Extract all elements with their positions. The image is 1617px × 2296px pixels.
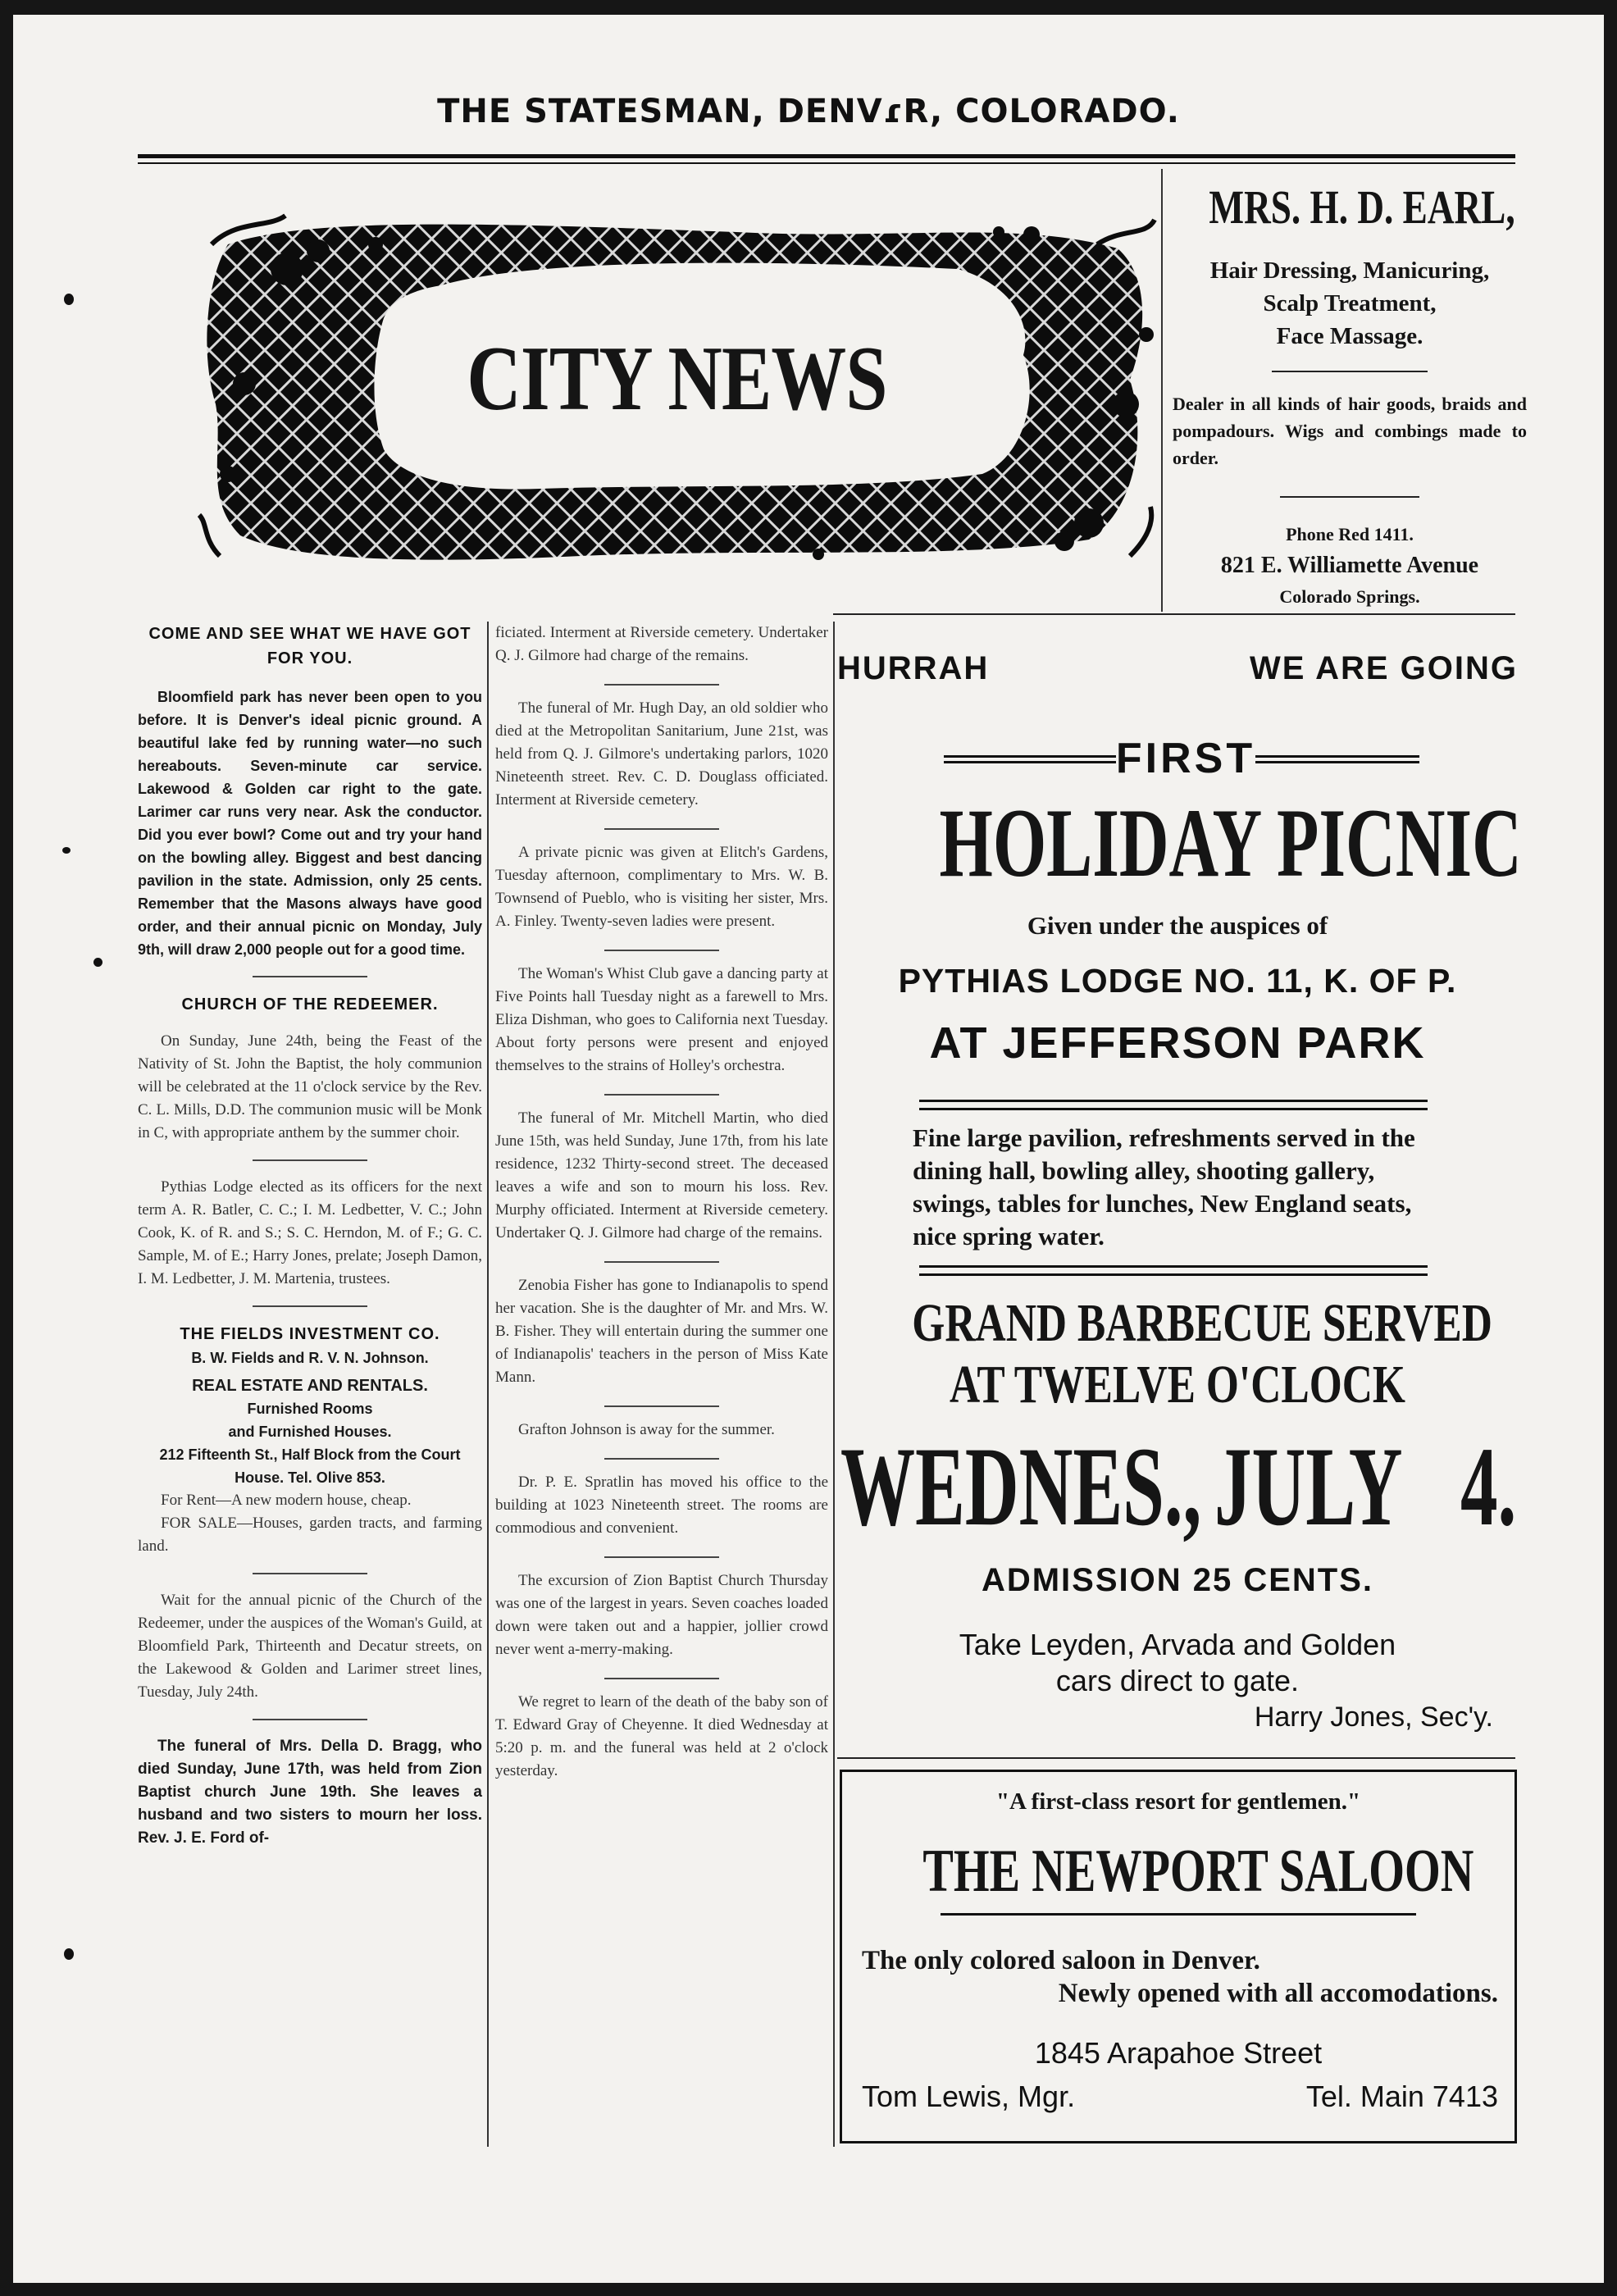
earl-city: Colorado Springs. [1279,586,1420,607]
column-rule [833,622,835,2147]
city-news-title: CITY NEWS [467,328,887,430]
top-rule [138,154,1515,158]
divider [253,1159,367,1161]
margin-speck [64,294,74,305]
jefferson-park: AT JEFFERSON PARK [929,1018,1426,1068]
earl-divider [1272,371,1428,372]
divider [253,1719,367,1720]
date-month: JULY [1214,1424,1403,1549]
earl-name: MRS. H. D. EARL, [1209,180,1515,234]
column-1 [138,622,482,1850]
masthead: THE STATESMAN, DENVɾR, COLORADO. [437,93,1180,130]
margin-speck [64,1948,74,1960]
spratlin-office: Dr. P. E. Spratlin has moved his office to the building at 1023 Nineteenth street. The rooms are commodious and convenient. [495,1474,828,1537]
earl-phone: Phone Red 1411. [1286,524,1414,544]
divider [253,1305,367,1307]
column-2 [495,622,828,1799]
fields-names: B. W. Fields and R. V. N. Johnson. [191,1350,429,1366]
holiday-picnic: HOLIDAY PICNIC [939,788,1522,897]
martin-funeral: The funeral of Mr. Mitchell Martin, who died June 15th, was held Sunday, June 17th, from his late residence, 1232 Thirty-second street. The deceased leaves a wife and son to mourn his loss. Rev. Murphy officiated. Interment at Riverside cemetery. Undertaker Q. J. Gilmore had charge of the remains. [495,1109,828,1241]
gray-death: We regret to learn of the death of the baby son of T. Edward Gray of Cheyenne. It died Wednesday at 5:20 p. m. and the funeral was held at 2 o'clock yesterday. [495,1693,828,1779]
fisher-vacation: Zenobia Fisher has gone to Indianapolis to spend her vacation. She is the daughter of Mr. and Mrs. W. B. Fisher. They will entertain during the summer one of Indianapolis' teachers in the person of Miss Kate Mann. [495,1277,828,1386]
rule [919,1265,1428,1268]
saloon-telephone: Tel. Main 7413 [1305,2080,1498,2113]
picnic-features: Fine large pavilion, refreshments served in the dining hall, bowling alley, shooting gallery, swings, tables for lunches, New England seats, nice spring water. [913,1123,1415,1250]
saloon-tagline: "A first-class resort for gentlemen." [995,1788,1361,1815]
date-day: WEDNES., [840,1424,1202,1549]
saloon-desc-1: The only colored saloon in Denver. [862,1946,1260,1975]
saloon-top-rule [837,1757,1515,1759]
cars-line-1: Take Leyden, Arvada and Golden [959,1628,1396,1661]
bloomfield-heading: COME AND SEE WHAT WE HAVE GOT FOR YOU. [148,625,471,667]
top-rule-thin [138,162,1515,164]
admission: ADMISSION 25 CENTS. [981,1562,1374,1598]
we-are-going: WE ARE GOING [1250,650,1518,686]
divider [604,1678,719,1679]
secretary: Harry Jones, Sec'y. [1254,1702,1493,1733]
divider [604,684,719,686]
margin-speck [93,958,102,967]
first-label: FIRST [1115,735,1256,782]
whist-club: The Woman's Whist Club gave a dancing party at Five Points hall Tuesday night as a farewell to Mrs. Eliza Dishman, who goes to California next Tuesday. About forty persons were present and enjoyed themselves to the strains of Holley's orchestra. [495,965,828,1074]
newspaper-page [13,15,1604,2283]
earl-divider-2 [1280,496,1419,498]
saloon-manager: Tom Lewis, Mgr. [862,2080,1076,2113]
divider [604,950,719,951]
fields-rooms: Furnished Rooms [247,1401,373,1417]
divider [604,1556,719,1558]
earl-dealer: Dealer in all kinds of hair goods, braids and pompadours. Wigs and combings made to order. [1173,394,1527,468]
rule [919,1273,1428,1276]
private-picnic: A private picnic was given at Elitch's Gardens, Tuesday afternoon, complimentary to Mrs. W. B. Townsend of Pueblo, who is visiting her sister, Mrs. A. Finley. Twenty-seven ladies were present. [495,844,828,930]
bloomfield-body: Bloomfield park has never been open to you before. It is Denver's ideal picnic ground. A beautiful lake fed by running water—no such hereabouts. Seven-minute car service. Lakewood & Golden car right to the gate. Larimer car runs very near. Ask the conductor. Did you ever bowl? Come out and try your hand on the bowling alley. Biggest and best dancing pavilion in the state. Admission, only 25 cents. Remember that the Masons always have good order, and their annual picnic on Monday, July 9th, will draw 2,000 people out for a good time. [138,689,482,958]
divider [604,1094,719,1096]
church-picnic-notice: Wait for the annual picnic of the Church of the Redeemer, under the auspices of the Woman's Guild, at Bloomfield Park, Thirteenth and Decatur streets, on the Lakewood & Golden and Larimer street lines, Tuesday, July 24th. [138,1592,482,1701]
fields-heading: THE FIELDS INVESTMENT CO. [180,1325,440,1343]
barbecue-line-2: AT TWELVE O'CLOCK [950,1355,1405,1414]
divider [604,1405,719,1407]
lodge-name: PYTHIAS LODGE NO. 11, K. OF P. [898,962,1457,1000]
divider [604,828,719,830]
barbecue-line-1: GRAND BARBECUE SERVED [912,1293,1492,1353]
fields-rentals: REAL ESTATE AND RENTALS. [192,1377,428,1395]
earl-service-3: Face Massage. [1276,323,1423,349]
divider [604,1261,719,1263]
newport-saloon-ad [840,1770,1517,2143]
zion-excursion: The excursion of Zion Baptist Church Thursday was one of the largest in years. Seven coaches loaded down were taken out and a happier, jollier crowd never went a-merry-making. [495,1572,828,1658]
for-rent: For Rent—A new modern house, cheap. [161,1492,412,1509]
church-body: On Sunday, June 24th, being the Feast of the Nativity of St. John the Baptist, the holy communion will be celebrated at the 11 o'clock service by the Rev. C. L. Mills, D.D. The communion music will be Monk in C, with appropriate anthem by the summer choir. [138,1032,482,1141]
cars-line-2: cars direct to gate. [1055,1664,1300,1697]
saloon-desc-2: Newly opened with all accomodations. [1058,1979,1498,2008]
divider [604,1458,719,1460]
divider [253,1573,367,1574]
rule [919,1108,1428,1110]
fields-address: 212 Fifteenth St., Half Block from the Court House. Tel. Olive 853. [159,1446,461,1486]
earl-service-1: Hair Dressing, Manicuring, [1209,257,1490,284]
divider [253,976,367,977]
picnic-ad-top-rule [833,613,1515,615]
column-rule [487,622,489,2147]
first-rule-left [944,755,1116,763]
city-news-banner [195,212,1159,572]
earl-address: 821 E. Williamette Avenue [1220,553,1479,578]
saloon-name: THE NEWPORT SALOON [922,1838,1474,1905]
bragg-continued: ficiated. Interment at Riverside cemetery. Undertaker Q. J. Gilmore had charge of the remains. [495,624,828,664]
date-number: 4. [1460,1424,1517,1549]
auspices: Given under the auspices of [1027,911,1328,940]
saloon-address: 1845 Arapahoe Street [1034,2036,1323,2070]
fields-houses: and Furnished Houses. [228,1424,392,1440]
saloon-name-underline [941,1913,1416,1916]
first-rule-right [1255,755,1419,763]
hurrah: HURRAH [837,650,990,686]
margin-speck [62,847,71,854]
day-funeral: The funeral of Mr. Hugh Day, an old soldier who died at the Metropolitan Sanitarium, June 21st, was held from Q. J. Gilmore's undertaking parlors, 1020 Nineteenth street. Rev. C. D. Douglass officiated. Interment at Riverside cemetery. [495,699,828,809]
earl-ad [1169,179,1530,611]
grafton-johnson: Grafton Johnson is away for the summer. [518,1421,775,1438]
rule [919,1100,1428,1102]
earl-service-2: Scalp Treatment, [1263,290,1437,317]
for-sale: FOR SALE—Houses, garden tracts, and farming land. [138,1515,482,1555]
column-rule [1161,169,1163,612]
church-heading: CHURCH OF THE REDEEMER. [181,995,439,1014]
bragg-funeral: The funeral of Mrs. Della D. Bragg, who died Sunday, June 17th, was held from Zion Baptist church June 19th. She leaves a husband and two sisters to mourn her loss. Rev. J. E. Ford of- [138,1738,482,1847]
pythias-officers: Pythias Lodge elected as its officers for the next term A. R. Batler, C. C.; I. M. Ledbetter, V. C.; John Cook, K. of R. and S.; S. C. Herndon, M. of F.; G. C. Sample, M. of E.; Harry Jones, prelate; Joseph Damon, I. M. Ledbetter, J. M. Martenia, trustees. [138,1178,482,1287]
